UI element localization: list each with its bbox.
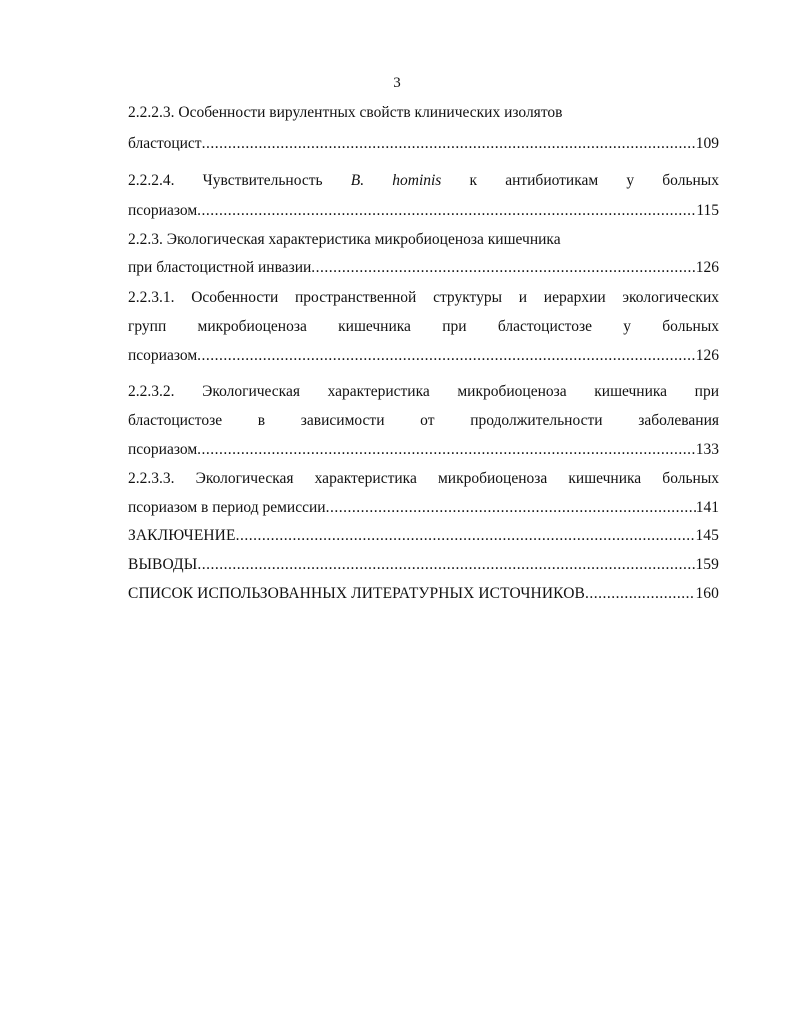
dot-leader [202,134,696,154]
toc-entry-word: антибиотикам [505,172,599,189]
toc-entry-2-2-3-3-line2 [128,498,719,518]
toc-entry-number: 2.2.2.4. [128,172,175,189]
toc-entry-2-2-3-line1: 2.2.3. Экологическая характеристика микробиоценоза кишечника [128,231,561,248]
toc-entry-2-2-3-1-line1: 2.2.3.1. Особенности пространственной структуры и иерархии экологических [128,289,719,306]
dot-leader [311,258,695,278]
toc-entry-2-2-2-4-line2 [128,201,719,221]
toc-entry-2-2-3-3-line1: 2.2.3.3. Экологическая характеристика микробиоценоза кишечника больных [128,470,719,487]
toc-page-number: 159 [695,556,719,573]
toc-page-number: 145 [695,527,719,544]
toc-page-number: 126 [695,259,719,276]
dot-leader [236,526,696,546]
toc-entry-word: Чувствительность [202,172,323,189]
toc-page-number: 115 [696,202,719,219]
toc-page-number: 133 [695,441,719,458]
toc-entry-2-2-3-1-line3 [128,346,719,366]
toc-entry-text: псориазом [128,441,198,458]
toc-entry-2-2-3-2-line3 [128,440,719,460]
toc-entry-2-2-3-1-line2: групп микробиоценоза кишечника при бластоцистозе у больных [128,318,719,335]
toc-entry-2-2-2-3-line2 [128,134,719,154]
toc-entry-conclusion [128,526,719,546]
dot-leader [197,201,696,221]
toc-entry-word: к [469,172,478,189]
toc-entry-word-italic: B. [350,172,365,189]
toc-page-number: 141 [695,499,719,516]
toc-entry-2-2-2-3-line1: 2.2.2.3. Особенности вирулентных свойств клинических изолятов [128,104,563,121]
toc-entry-text: СПИСОК ИСПОЛЬЗОВАННЫХ ЛИТЕРАТУРНЫХ ИСТОЧНИКОВ [128,585,585,602]
toc-entry-2-2-3-line2 [128,258,719,278]
toc-entry-2-2-3-2-line1: 2.2.3.2. Экологическая характеристика микробиоценоза кишечника при [128,383,719,400]
toc-entry-text: ЗАКЛЮЧЕНИЕ [128,527,236,544]
toc-page-number: 109 [695,135,719,152]
toc-entry-text: псориазом [128,202,198,219]
dot-leader [197,346,696,366]
toc-entry-text: бластоцист [128,135,202,152]
toc-entry-references [128,584,719,604]
toc-entry-2-2-2-4-line1 [128,171,719,191]
toc-entry-word: больных [662,172,719,189]
toc-entry-text: ВЫВОДЫ [128,556,198,573]
dot-leader [326,498,696,518]
page-number: 3 [393,75,401,91]
toc-page-number: 160 [695,585,719,602]
toc-entry-word: у [626,172,635,189]
toc-entry-text: псориазом [128,347,198,364]
toc-entry-text: псориазом в период ремиссии [128,499,326,516]
dot-leader [197,440,696,460]
dot-leader [585,584,696,604]
toc-page-number: 126 [695,347,719,364]
toc-entry-text: при бластоцистной инвазии [128,259,312,276]
dot-leader [197,555,695,575]
toc-entry-findings [128,555,719,575]
toc-entry-2-2-3-2-line2: бластоцистозе в зависимости от продолжительности заболевания [128,412,719,429]
toc-entry-word-italic: hominis [392,172,442,189]
